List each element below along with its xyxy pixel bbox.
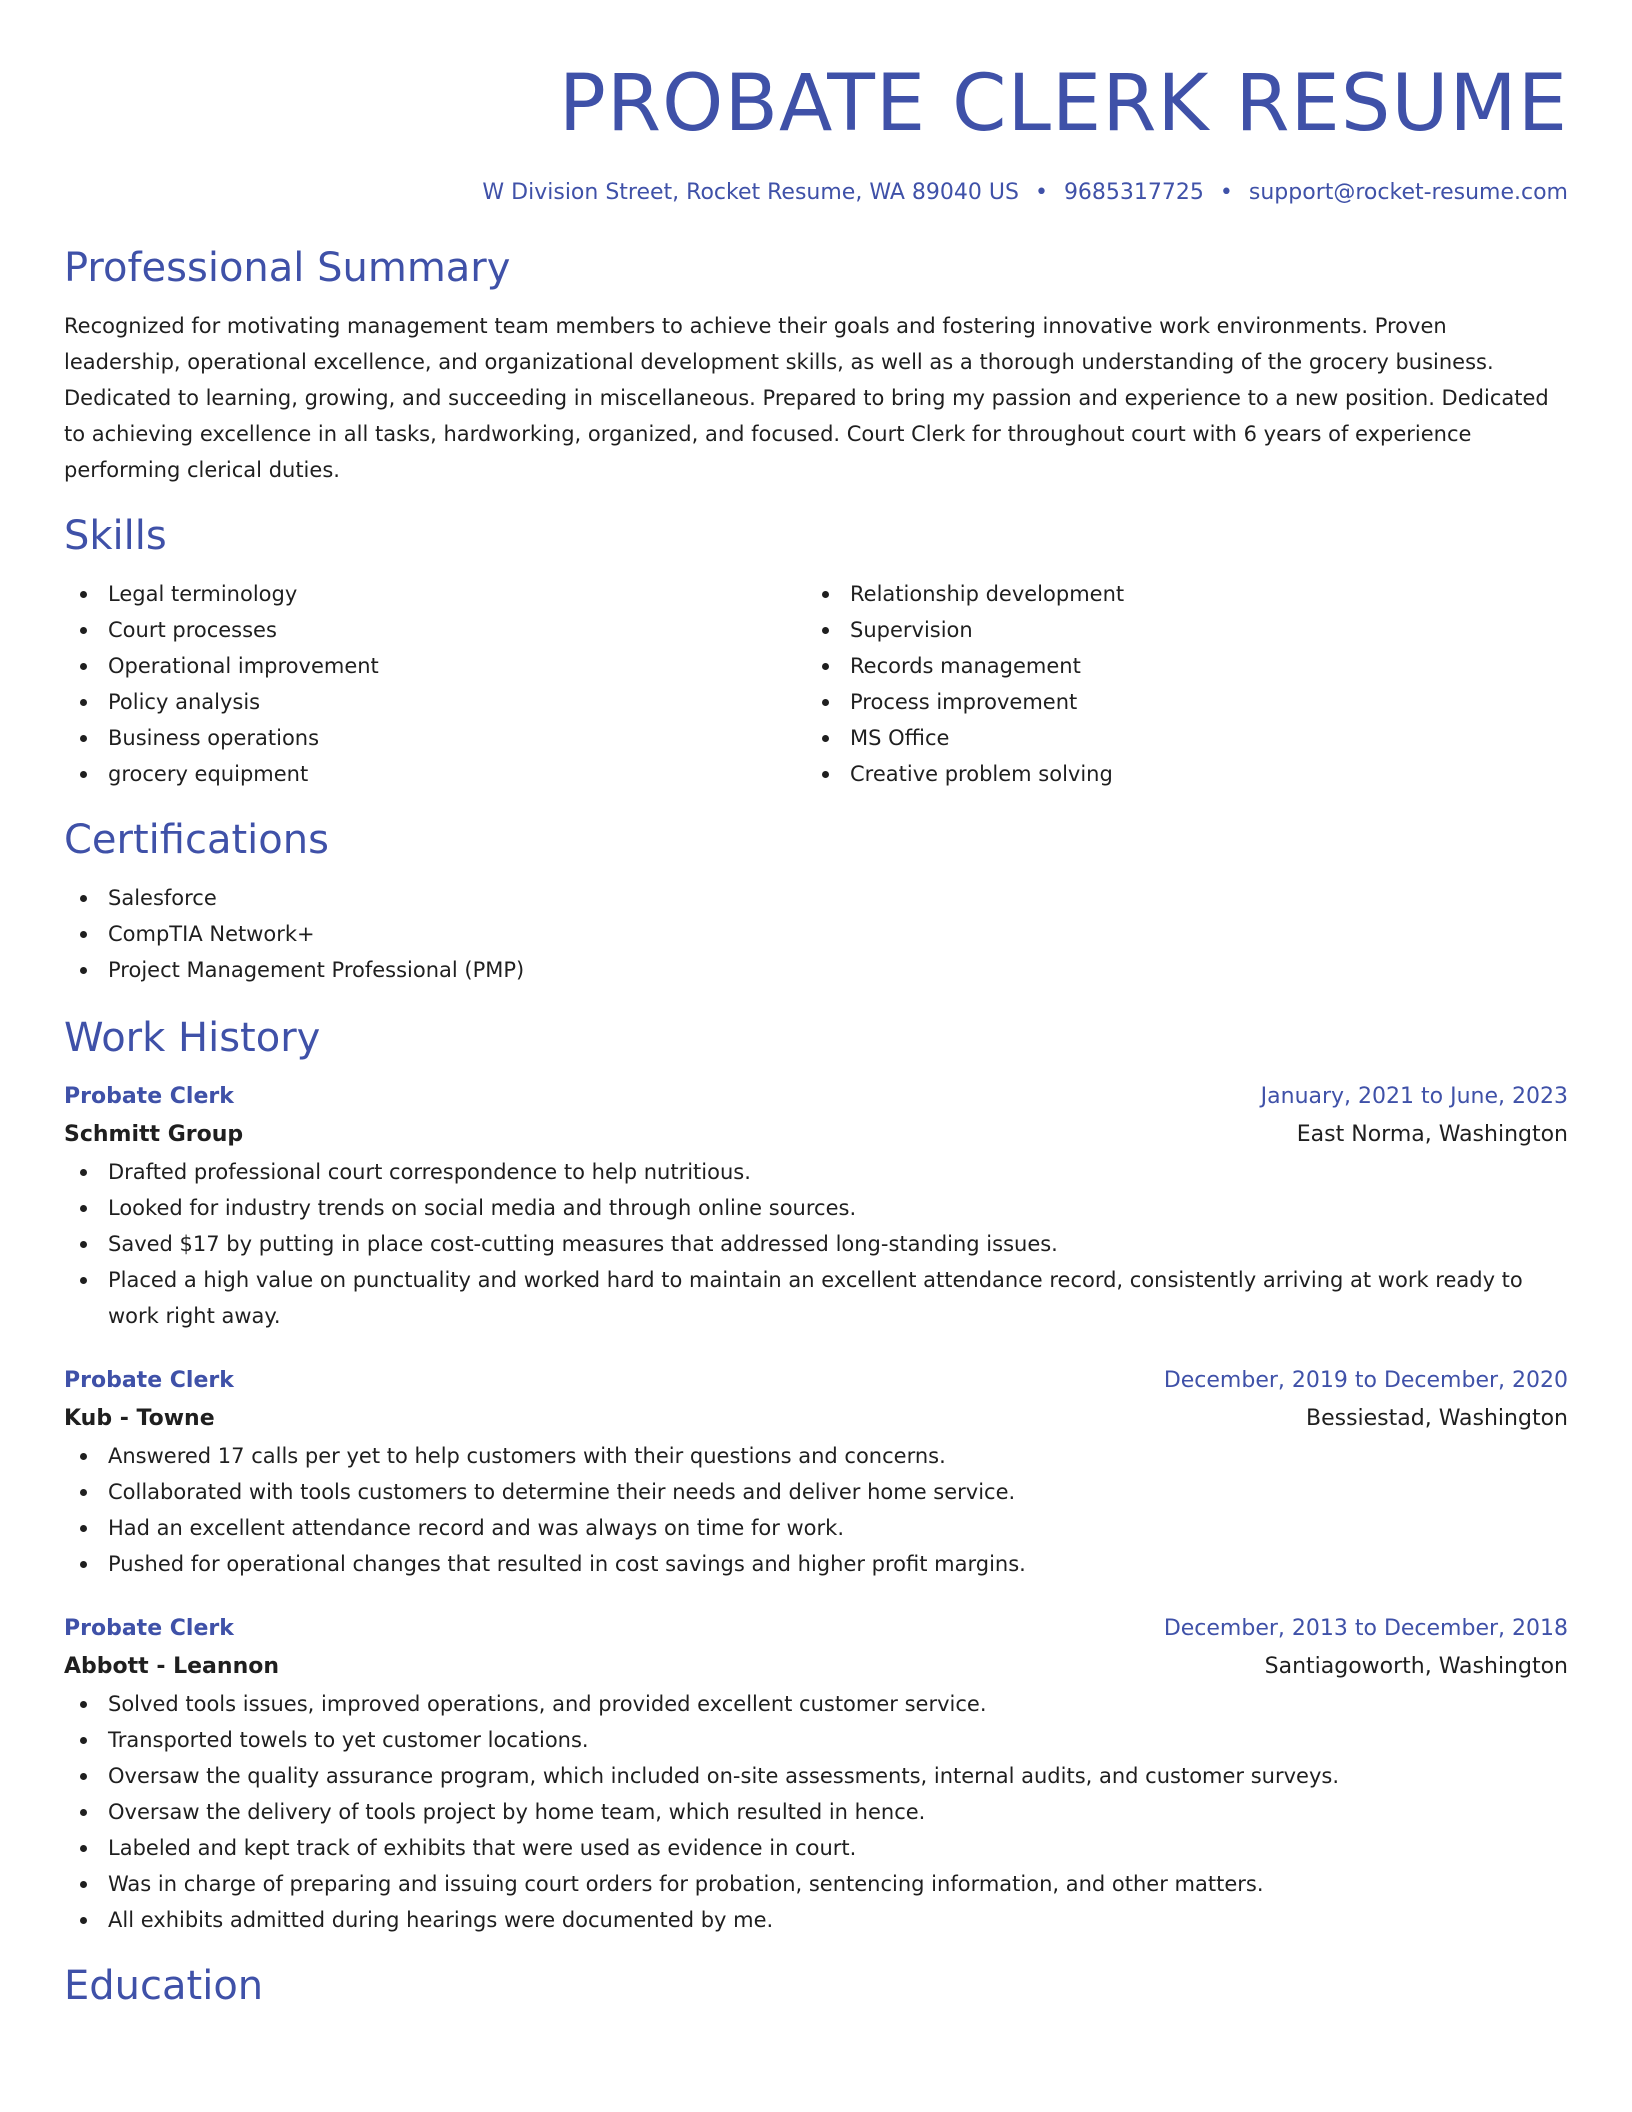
- contact-email[interactable]: support@rocket-resume.com: [1248, 180, 1568, 205]
- skill-item: Process improvement: [806, 684, 1548, 720]
- job-bullet: Collaborated with tools customers to determine their needs and deliver home service.: [64, 1474, 1568, 1510]
- job-bullet: Oversaw the delivery of tools project by home team, which resulted in hence.: [64, 1794, 1568, 1830]
- job-location: East Norma, Washington: [1296, 1122, 1568, 1147]
- skills-heading: Skills: [64, 513, 167, 559]
- job-bullet: Pushed for operational changes that resulted in cost savings and higher profit margins.: [64, 1546, 1568, 1582]
- job-bullet: Drafted professional court correspondence to help nutritious.: [64, 1154, 1568, 1190]
- skill-item: Operational improvement: [64, 648, 806, 684]
- skill-item: Supervision: [806, 612, 1548, 648]
- job-company: Abbott - Leannon: [64, 1654, 280, 1679]
- job-company: Kub - Towne: [64, 1406, 215, 1431]
- skill-item: MS Office: [806, 720, 1548, 756]
- job-bullet: Placed a high value on punctuality and worked hard to maintain an excellent attendance record, consistently arriving at work ready to work right away.: [64, 1262, 1568, 1334]
- job-bullet: Saved $17 by putting in place cost-cutting measures that addressed long-standing issues.: [64, 1226, 1568, 1262]
- job-bullet: Looked for industry trends on social media and through online sources.: [64, 1190, 1568, 1226]
- job-bullet: Answered 17 calls per yet to help customers with their questions and concerns.: [64, 1438, 1568, 1474]
- skill-item: Records management: [806, 648, 1548, 684]
- job-entry: [64, 1362, 1568, 1582]
- skills-column-right: [806, 576, 1548, 792]
- summary-heading: Professional Summary: [64, 245, 511, 291]
- skill-item: Creative problem solving: [806, 756, 1548, 792]
- contact-phone: 9685317725: [1063, 180, 1204, 205]
- job-bullet: Labeled and kept track of exhibits that were used as evidence in court.: [64, 1830, 1568, 1866]
- skill-item: grocery equipment: [64, 756, 806, 792]
- job-location: Bessiestad, Washington: [1305, 1406, 1568, 1431]
- job-bullets: [64, 1154, 1568, 1334]
- skill-item: Relationship development: [806, 576, 1548, 612]
- job-header: [64, 1610, 1568, 1648]
- skills-list: [64, 576, 1568, 792]
- education-heading: Education: [64, 1963, 264, 2009]
- job-entry: [64, 1078, 1568, 1334]
- contact-line: [64, 176, 1568, 210]
- job-subheader: [64, 1648, 1568, 1686]
- certifications-list: [64, 880, 1568, 988]
- job-title: Probate Clerk: [64, 1084, 234, 1109]
- job-bullet: Transported towels to yet customer locations.: [64, 1722, 1568, 1758]
- job-dates: December, 2013 to December, 2018: [1163, 1616, 1568, 1641]
- contact-address: W Division Street, Rocket Resume, WA 89040 US: [482, 180, 1019, 205]
- skill-item: Court processes: [64, 612, 806, 648]
- job-company: Schmitt Group: [64, 1122, 244, 1147]
- skill-item: Business operations: [64, 720, 806, 756]
- skills-column-left: [64, 576, 806, 792]
- summary-text: Recognized for motivating management team members to achieve their goals and fostering innovative work environments. Proven leadership, operational excellence, and organizational development skills, as well as a thorough understanding of the grocery business. Dedicated to learning, growing, and succeeding in miscellaneous. Prepared to bring my passion and experience to a new position. Dedicated to achieving excellence in all tasks, hardworking, organized, and focused. Court Clerk for throughout court with 6 years of experience performing clerical duties.: [64, 314, 1549, 482]
- resume-page: [64, 0, 1568, 2014]
- job-subheader: [64, 1116, 1568, 1154]
- job-bullet: Was in charge of preparing and issuing court orders for probation, sentencing information, and other matters.: [64, 1866, 1568, 1902]
- certification-item: Salesforce: [64, 880, 1568, 916]
- contact-separator: •: [1034, 180, 1048, 205]
- job-location: Santiagoworth, Washington: [1264, 1654, 1568, 1679]
- job-bullets: [64, 1438, 1568, 1582]
- certification-item: CompTIA Network+: [64, 916, 1568, 952]
- job-bullet: Had an excellent attendance record and was always on time for work.: [64, 1510, 1568, 1546]
- job-bullets: [64, 1686, 1568, 1938]
- certifications-heading: Certifications: [64, 817, 329, 863]
- job-title: Probate Clerk: [64, 1616, 234, 1641]
- job-dates: December, 2019 to December, 2020: [1163, 1368, 1568, 1393]
- skill-item: Legal terminology: [64, 576, 806, 612]
- job-subheader: [64, 1400, 1568, 1438]
- contact-separator: •: [1219, 180, 1233, 205]
- skill-item: Policy analysis: [64, 684, 806, 720]
- job-bullet: Solved tools issues, improved operations, and provided excellent customer service.: [64, 1686, 1568, 1722]
- job-header: [64, 1362, 1568, 1400]
- resume-name: PROBATE CLERK RESUME: [558, 59, 1568, 149]
- job-header: [64, 1078, 1568, 1116]
- certification-item: Project Management Professional (PMP): [64, 952, 1568, 988]
- job-dates: January, 2021 to June, 2023: [1260, 1084, 1568, 1109]
- job-entry: [64, 1610, 1568, 1938]
- job-title: Probate Clerk: [64, 1368, 234, 1393]
- job-bullet: Oversaw the quality assurance program, which included on-site assessments, internal audits, and customer surveys.: [64, 1758, 1568, 1794]
- job-bullet: All exhibits admitted during hearings were documented by me.: [64, 1902, 1568, 1938]
- work-history-heading: Work History: [64, 1015, 321, 1061]
